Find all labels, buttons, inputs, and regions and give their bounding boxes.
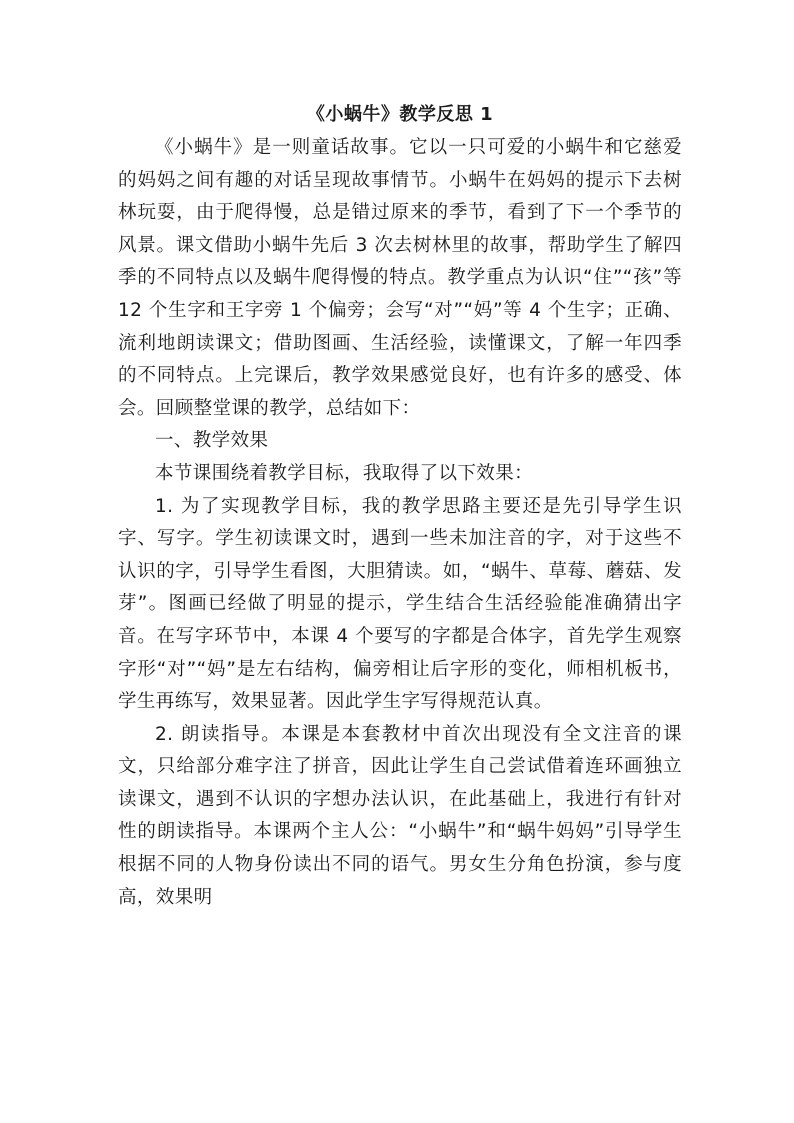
paragraph-literacy: 1. 为了实现教学目标，我的教学思路主要还是先引导学生识字、写字。学生初读课文时，遇到一些未加注音的字，对于这些不认识的字，引导学生看图，大胆猜读。如，“蜗牛、草莓、蘑菇、发芽”。图画已经做了明显的提示，学生结合生活经验能准确猜出字音。在写字环节中，本课 4 个要写的字都是合体字，首先学生观察字形“对”“妈”是左右结构，偏旁相让后字形的变化，师相机板书，学生再练写，效果显著。因此学生字写得规范认真。 xyxy=(118,495,682,713)
document-page xyxy=(118,101,682,914)
document-title: 《小蜗牛》教学反思 1 xyxy=(306,104,494,125)
paragraph-reading-guidance: 2. 朗读指导。本课是本套教材中首次出现没有全文注音的课文，只给部分难字注了拼音，因此让学生自己尝试借着连环画独立读课文，遇到不认识的字想办法认识，在此基础上，我进行有针对性的朗读指导。本课两个主人公：“小蜗牛”和“蜗牛妈妈”引导学生根据不同的人物身份读出不同的语气。男女生分角色扮演，参与度高，效果明 xyxy=(118,723,682,908)
paragraph-intro: 《小蜗牛》是一则童话故事。它以一只可爱的小蜗牛和它慈爱的妈妈之间有趣的对话呈现故事情节。小蜗牛在妈妈的提示下去树林玩耍，由于爬得慢，总是错过原来的季节，看到了下一个季节的风景。课文借助小蜗牛先后 3 次去树林里的故事，帮助学生了解四季的不同特点以及蜗牛爬得慢的特点。教学重点为认识“住”“孩”等 12 个生字和王字旁 1 个偏旁；会写“对”“妈”等 4 个生字；正确、流利地朗读课文；借助图画、生活经验，读懂课文，了解一年四季的不同特点。上完课后，教学效果感觉良好，也有许多的感受、体会。回顾整堂课的教学，总结如下： xyxy=(118,137,682,419)
section-heading-teaching-effect: 一、教学效果 xyxy=(155,430,269,452)
paragraph-effect-summary: 本节课围绕着教学目标，我取得了以下效果： xyxy=(155,462,534,484)
